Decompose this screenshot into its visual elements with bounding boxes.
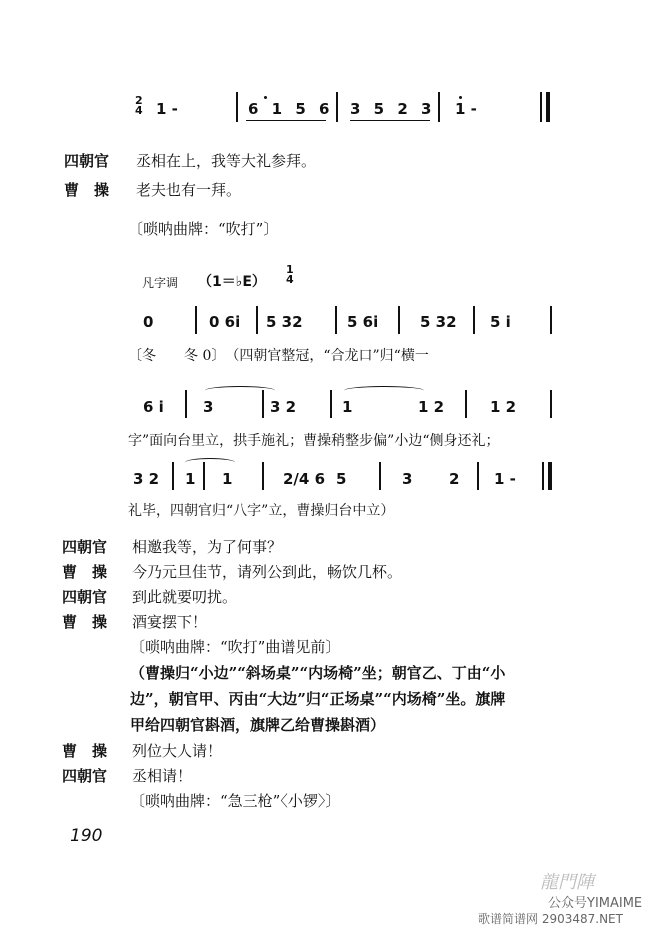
note: 1 2: [418, 398, 445, 416]
barline: [477, 462, 479, 490]
dialogue-line: 丞相在上，我等大礼参拜。: [136, 152, 317, 170]
barline: [550, 306, 552, 334]
role-name: 四朝官: [62, 588, 108, 606]
note: 5 6i: [347, 313, 379, 331]
note: 5 32: [420, 313, 457, 331]
barline: [336, 92, 338, 122]
key-label: 凡字调: [142, 276, 179, 290]
role-name: 四朝官: [62, 538, 108, 556]
note: 1: [342, 398, 353, 416]
final-barline-thick: [548, 462, 552, 490]
watermark-text: 歌谱简谱网 2903487.NET: [478, 912, 623, 926]
note: 1: [222, 470, 233, 488]
note: 3: [203, 398, 214, 416]
note: 1 -: [494, 470, 516, 488]
note: 5 32: [266, 313, 303, 331]
tie: [185, 458, 235, 467]
stage-direction-line: 甲给四朝官斟酒，旗牌乙给曹操斟酒）: [130, 716, 386, 734]
stage-direction: 礼毕，四朝官归“八字”立，曹操归台中立）: [128, 503, 395, 519]
barline: [379, 462, 381, 490]
dialogue-line: 丞相请！: [132, 767, 193, 785]
barline: [203, 462, 205, 490]
final-barline: [542, 462, 544, 490]
tie: [344, 386, 424, 395]
final-barline: [540, 92, 542, 122]
dialogue-line: 到此就要叨扰。: [132, 588, 238, 606]
role-name: 曹 操: [62, 563, 108, 581]
note: 1 2: [490, 398, 517, 416]
final-barline-thick: [546, 92, 550, 122]
role-name: 四朝官: [62, 767, 108, 785]
role-name: 曹 操: [62, 742, 108, 760]
note: 6 i: [143, 398, 164, 416]
note: 2/4 6: [283, 470, 326, 488]
note: 5: [336, 470, 347, 488]
barline: [465, 390, 467, 418]
role-name: 四朝官: [64, 152, 110, 170]
page-number: 190: [70, 826, 103, 846]
stage-direction-line: 边”，朝官甲、丙由“大边”归“正场桌”“内场椅”坐。旗牌: [130, 690, 506, 708]
barline: [398, 306, 400, 334]
barline: [236, 92, 238, 122]
score1-measure3: 3 5 2 3: [350, 100, 436, 118]
dialogue-line: 酒宴摆下！: [132, 613, 208, 631]
beam: [246, 120, 326, 121]
dialogue-line: 相邀我等，为了何事？: [132, 538, 283, 556]
dialogue-line: 今乃元旦佳节，请列公到此，畅饮几杯。: [132, 563, 403, 581]
barline: [335, 306, 337, 334]
key-signature: （1＝♭E）: [198, 274, 266, 290]
role-name: 曹 操: [62, 613, 108, 631]
tie: [205, 386, 275, 395]
barline: [438, 92, 440, 122]
note: 5 i: [490, 313, 511, 331]
note: 1: [185, 470, 196, 488]
barline: [330, 390, 332, 418]
barline: [262, 462, 264, 490]
note: 2: [449, 470, 460, 488]
barline: [195, 306, 197, 334]
barline: [550, 390, 552, 418]
stage-direction-line: （曹操归“小边”“斜场桌”“内场椅”坐；朝官乙、丁由“小: [130, 664, 506, 682]
barline: [185, 390, 187, 418]
note: 0 6i: [209, 313, 241, 331]
barline: [473, 306, 475, 334]
time-signature-2: 1 4: [286, 263, 294, 286]
stage-direction: 〔冬 冬 0〕 （四朝官整冠，“合龙口”归“横一: [128, 348, 429, 364]
note: 3 2: [133, 470, 160, 488]
dialogue-line: 老夫也有一拜。: [136, 181, 242, 199]
dialogue-line: 列位大人请！: [132, 742, 223, 760]
score1-measure2: 6 1 5 6: [248, 100, 334, 118]
note: 3 2: [270, 398, 297, 416]
octave-dot: [264, 96, 267, 99]
barline: [172, 462, 174, 490]
role-name: 曹 操: [64, 181, 110, 199]
octave-dot: [459, 96, 462, 99]
time-signature: 2 4: [135, 94, 143, 117]
score1-measure1: 1 -: [156, 100, 178, 118]
barline: [256, 306, 258, 334]
watermark-logo: 龍門陣: [540, 872, 594, 893]
note: 3: [402, 470, 413, 488]
note: 0: [143, 313, 154, 331]
score1-measure4: 1 -: [455, 100, 477, 118]
tune-label: 〔唢呐曲牌：“急三枪”〈小锣〉〕: [130, 792, 341, 810]
tune-label: 〔唢呐曲牌：“吹打”曲谱见前〕: [130, 638, 341, 656]
stage-direction: 字”面向台里立，拱手施礼；曹操稍整步偏”小边“侧身还礼；: [128, 433, 500, 449]
barline: [262, 390, 264, 418]
watermark-text: 公众号YIMAIME: [548, 896, 643, 911]
beam: [350, 120, 430, 121]
tune-label: 〔唢呐曲牌：“吹打”〕: [128, 220, 279, 238]
